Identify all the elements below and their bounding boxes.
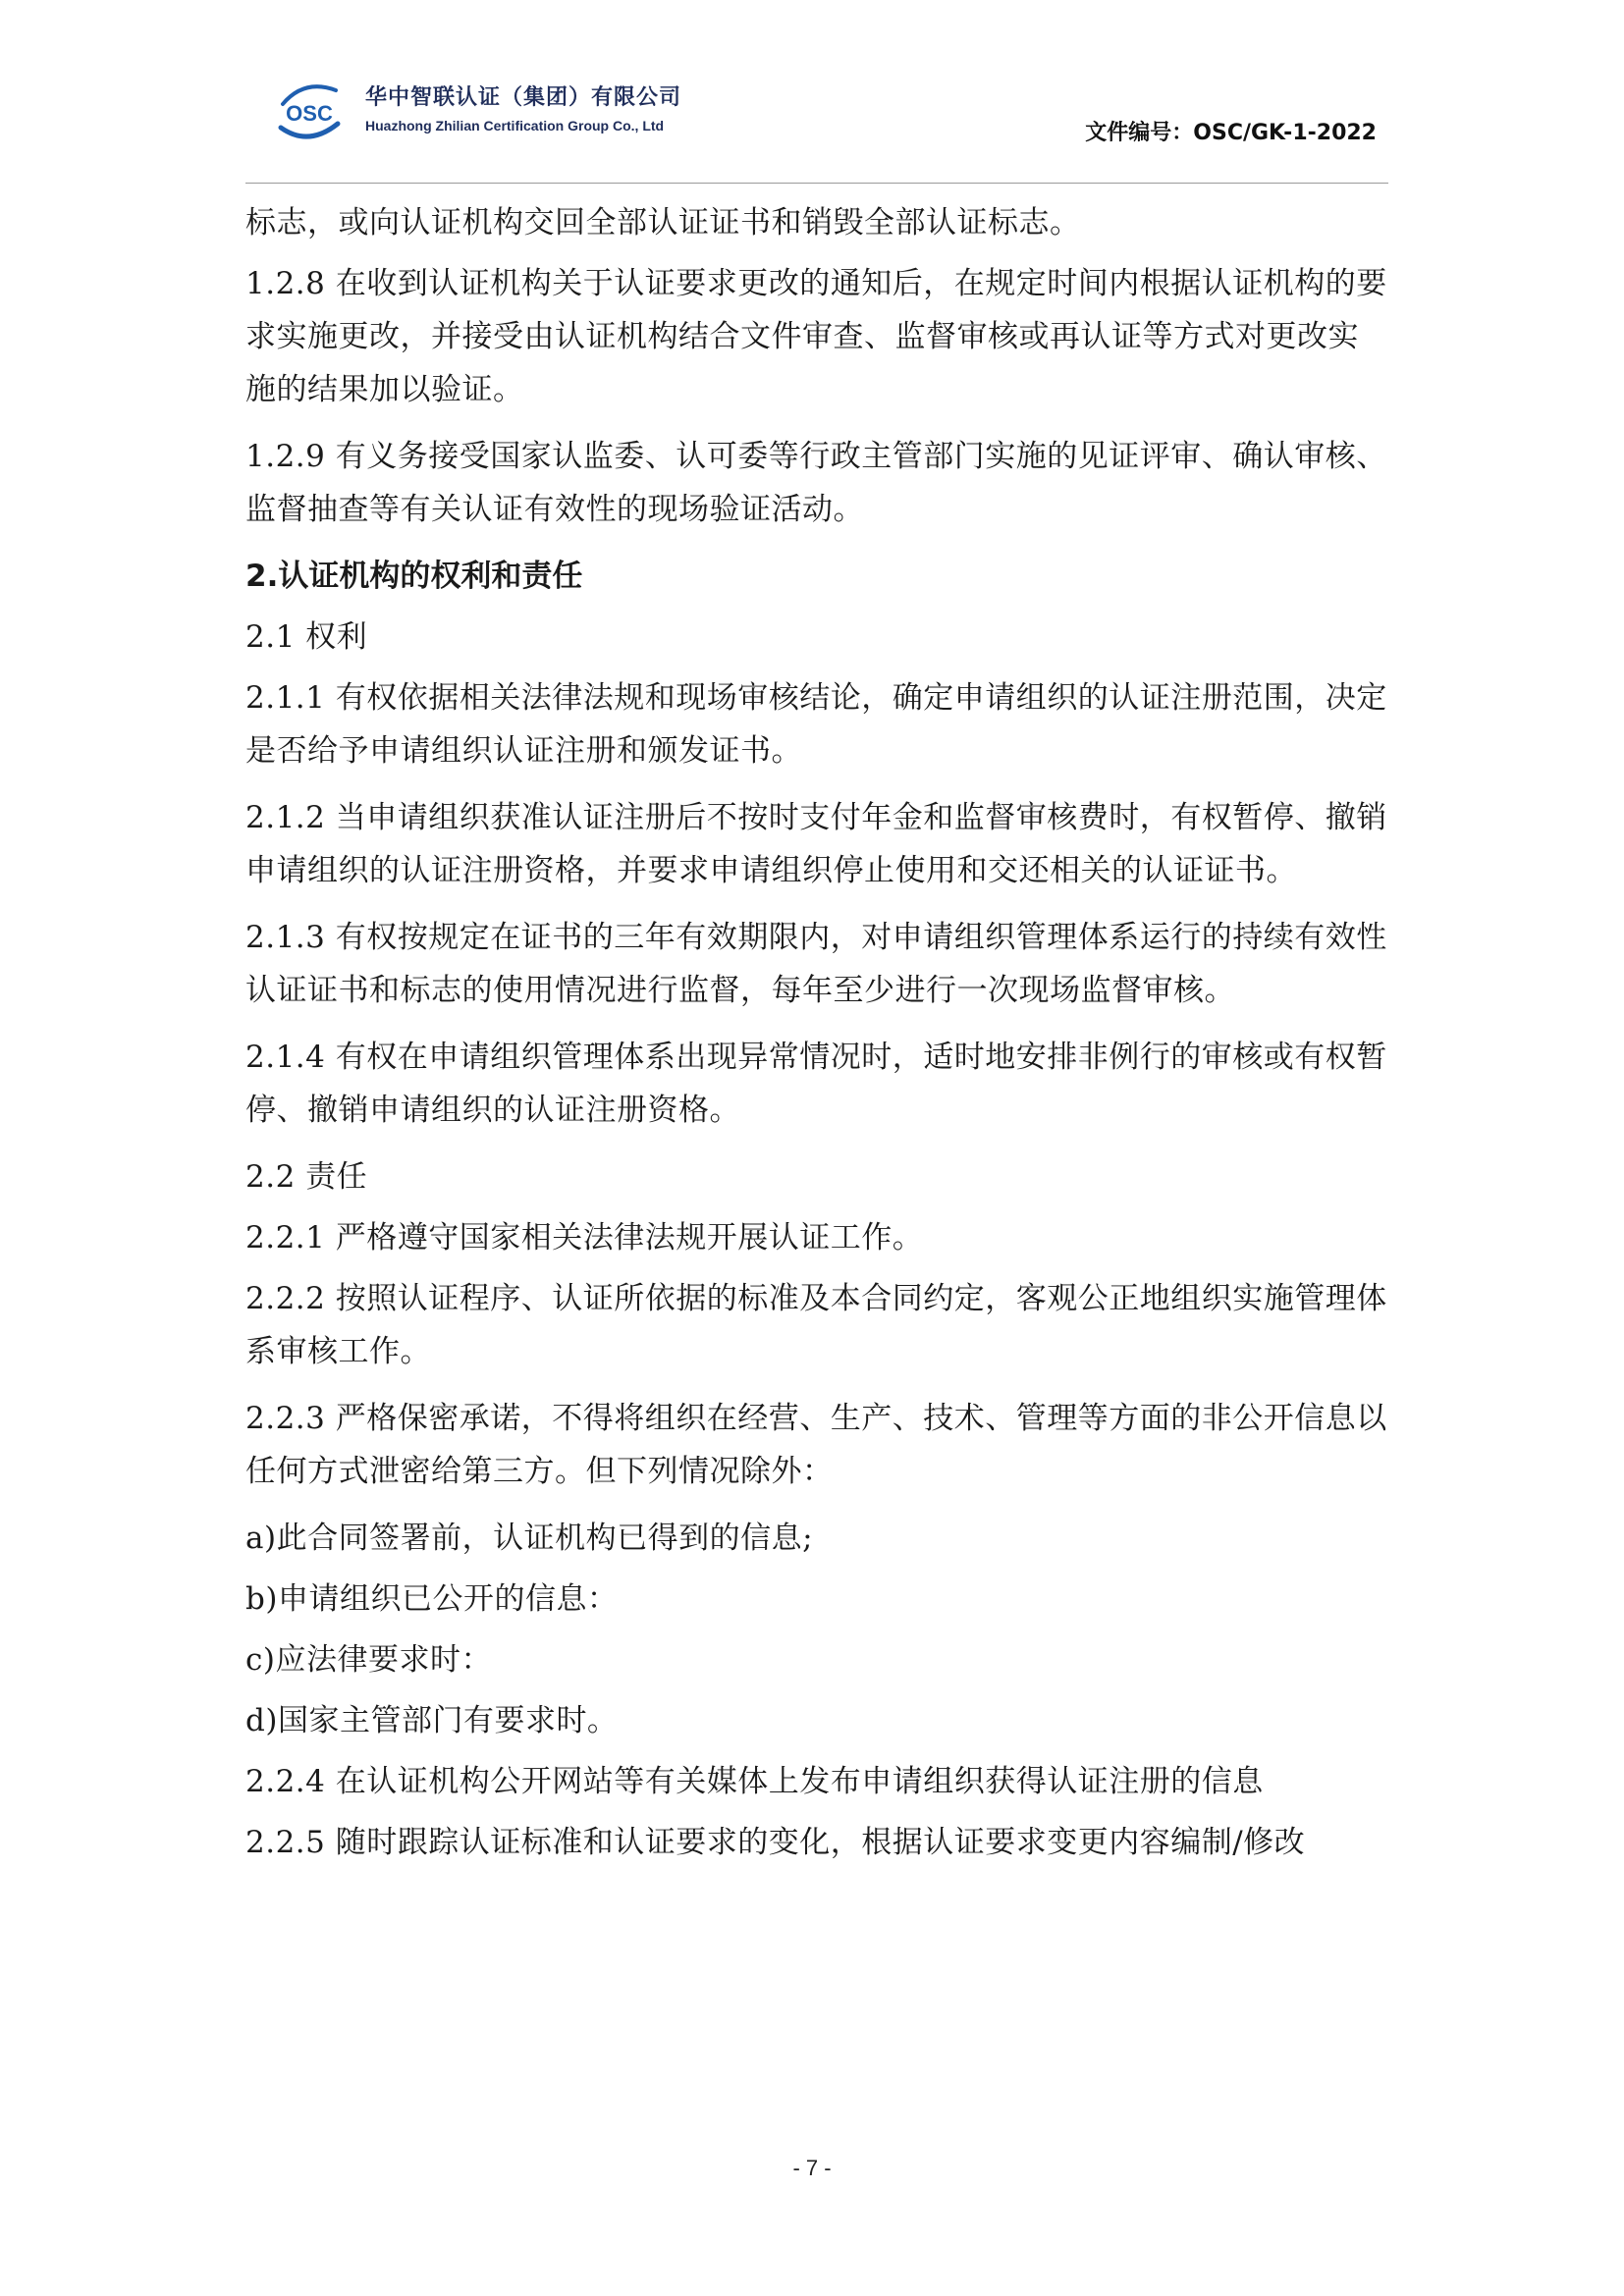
logo-text: OSC xyxy=(286,101,333,126)
page-header xyxy=(245,59,1388,184)
paragraph-continuation: 标志，或向认证机构交回全部认证证书和销毁全部认证标志。 xyxy=(245,205,1081,240)
page-number: - 7 - xyxy=(792,2156,832,2180)
document-body xyxy=(245,196,1388,1877)
section-heading-2: 2.认证机构的权利和责任 xyxy=(245,559,583,594)
osc-logo-icon xyxy=(275,77,344,145)
clause-2-2-1: 2.2.1 严格遵守国家相关法律法规开展认证工作。 xyxy=(245,1220,924,1255)
clause-2-2-3: 2.2.3 严格保密承诺，不得将组织在经营、生产、技术、管理等方面的非公开信息以任何方式泄密给第三方。但下列情况除外： xyxy=(245,1401,1387,1489)
org-name-chinese: 华中智联认证（集团）有限公司 xyxy=(365,85,682,110)
document-number: 文件编号：OSC/GK-1-2022 xyxy=(1085,121,1377,145)
list-item-d: d)国家主管部门有要求时。 xyxy=(245,1703,619,1738)
subsection-2-2: 2.2 责任 xyxy=(245,1159,368,1195)
clause-2-2-5: 2.2.5 随时跟踪认证标准和认证要求的变化，根据认证要求变更内容编制/修改 xyxy=(245,1825,1306,1860)
org-name-english: Huazhong Zhilian Certification Group Co., Ltd xyxy=(365,118,665,133)
list-item-a: a)此合同签署前，认证机构已得到的信息; xyxy=(245,1521,814,1556)
clause-2-1-4: 2.1.4 有权在申请组织管理体系出现异常情况时，适时地安排非例行的审核或有权暂停、撤销申请组织的认证注册资格。 xyxy=(245,1040,1387,1128)
clause-2-2-4: 2.2.4 在认证机构公开网站等有关媒体上发布申请组织获得认证注册的信息 xyxy=(245,1764,1264,1799)
clause-1-2-9: 1.2.9 有义务接受国家认监委、认可委等行政主管部门实施的见证评审、确认审核、监督抽查等有关认证有效性的现场验证活动。 xyxy=(245,439,1387,527)
list-item-b: b)申请组织已公开的信息： xyxy=(245,1581,619,1617)
clause-2-1-3: 2.1.3 有权按规定在证书的三年有效期限内，对申请组织管理体系运行的持续有效性认证证书和标志的使用情况进行监督，每年至少进行一次现场监督审核。 xyxy=(245,920,1387,1008)
clause-2-1-2: 2.1.2 当申请组织获准认证注册后不按时支付年金和监督审核费时，有权暂停、撤销申请组织的认证注册资格，并要求申请组织停止使用和交还相关的认证证书。 xyxy=(245,800,1387,888)
clause-2-1-1: 2.1.1 有权依据相关法律法规和现场审核结论，确定申请组织的认证注册范围，决定是否给予申请组织认证注册和颁发证书。 xyxy=(245,680,1387,769)
clause-1-2-8: 1.2.8 在收到认证机构关于认证要求更改的通知后，在规定时间内根据认证机构的要求实施更改，并接受由认证机构结合文件审查、监督审核或再认证等方式对更改实施的结果加以验证。 xyxy=(245,266,1387,407)
list-item-c: c)应法律要求时： xyxy=(245,1642,492,1678)
subsection-2-1: 2.1 权利 xyxy=(245,619,368,655)
clause-2-2-2: 2.2.2 按照认证程序、认证所依据的标准及本合同约定，客观公正地组织实施管理体系审核工作。 xyxy=(245,1281,1387,1369)
